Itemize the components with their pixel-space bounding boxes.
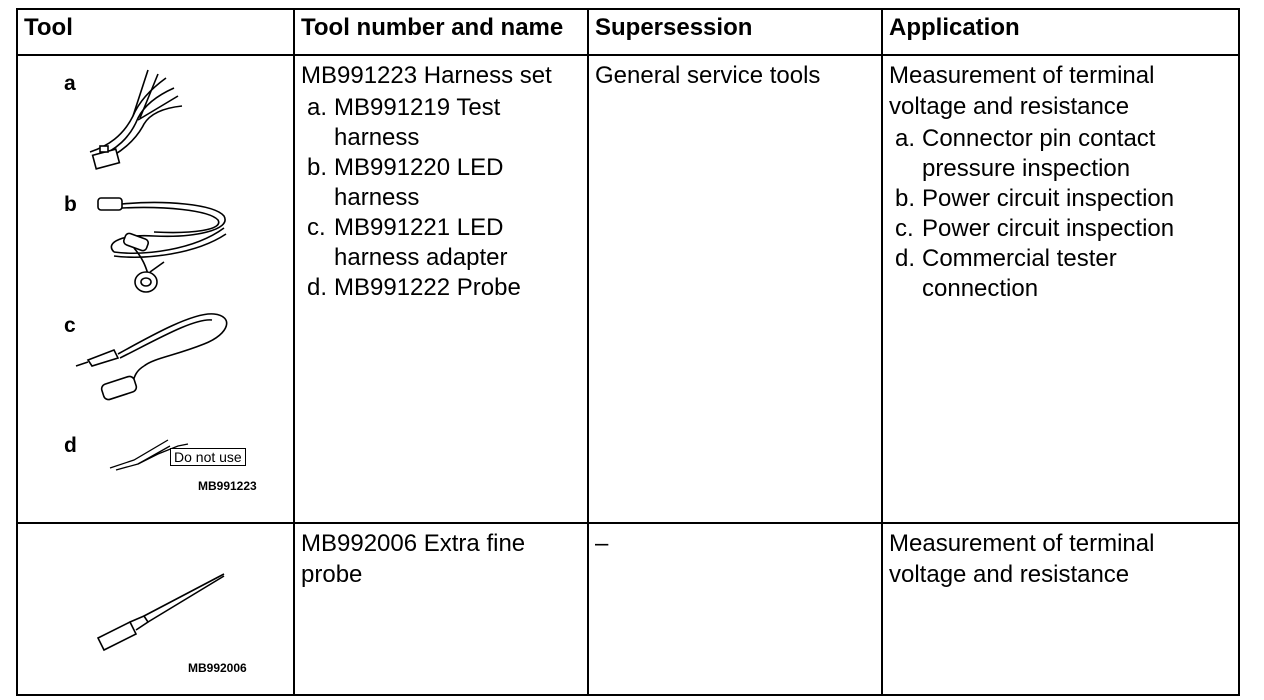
do-not-use-label: Do not use: [170, 448, 246, 466]
list-item: c. MB991221 LED harness adapter: [307, 214, 508, 271]
tool-number-name-cell: [294, 55, 588, 523]
list-item: c. Power circuit inspection: [895, 215, 1175, 242]
list-item: d. MB991222 Probe: [307, 274, 521, 301]
tool-set-items: [301, 93, 581, 303]
tool-label-d: d: [64, 434, 77, 457]
application-cell: [882, 55, 1239, 523]
led-harness-adapter-illustration: [74, 304, 244, 414]
application-cell: Measurement of terminal voltage and resistance: [882, 523, 1239, 695]
list-item: d. Commercial tester connection: [895, 245, 1117, 302]
part-number-label: MB992006: [188, 661, 247, 675]
list-item: b. Power circuit inspection: [895, 185, 1175, 212]
list-item: a. MB991219 Test harness: [307, 94, 501, 151]
tool-label-c: c: [64, 314, 76, 337]
special-tools-table: [16, 8, 1240, 696]
tool-illustration-cell: [17, 523, 294, 695]
header-tool: Tool: [17, 9, 294, 55]
tool-set-name: MB991223 Harness set: [301, 62, 552, 89]
header-application: Application: [882, 9, 1239, 55]
part-number-label: MB991223: [198, 479, 257, 493]
tool-label-a: a: [64, 72, 76, 95]
list-item: b. MB991220 LED harness: [307, 154, 504, 211]
table-row: [17, 523, 1239, 695]
header-row: [17, 9, 1239, 55]
test-harness-illustration: [78, 66, 198, 176]
tool-illustration-cell: [17, 55, 294, 523]
list-item: a. Connector pin contact pressure inspection: [895, 125, 1156, 182]
supersession-cell: –: [588, 523, 882, 695]
extra-fine-probe-illustration: [96, 564, 226, 654]
application-items: [889, 124, 1232, 304]
supersession-cell: General service tools: [588, 55, 882, 523]
tool-number-name-cell: MB992006 Extra fine probe: [294, 523, 588, 695]
led-harness-illustration: [84, 186, 234, 296]
header-tool-number-name: Tool number and name: [294, 9, 588, 55]
header-supersession: Supersession: [588, 9, 882, 55]
table-row: [17, 55, 1239, 523]
tool-label-b: b: [64, 193, 77, 216]
application-text: Measurement of terminal voltage and resistance: [889, 62, 1155, 120]
